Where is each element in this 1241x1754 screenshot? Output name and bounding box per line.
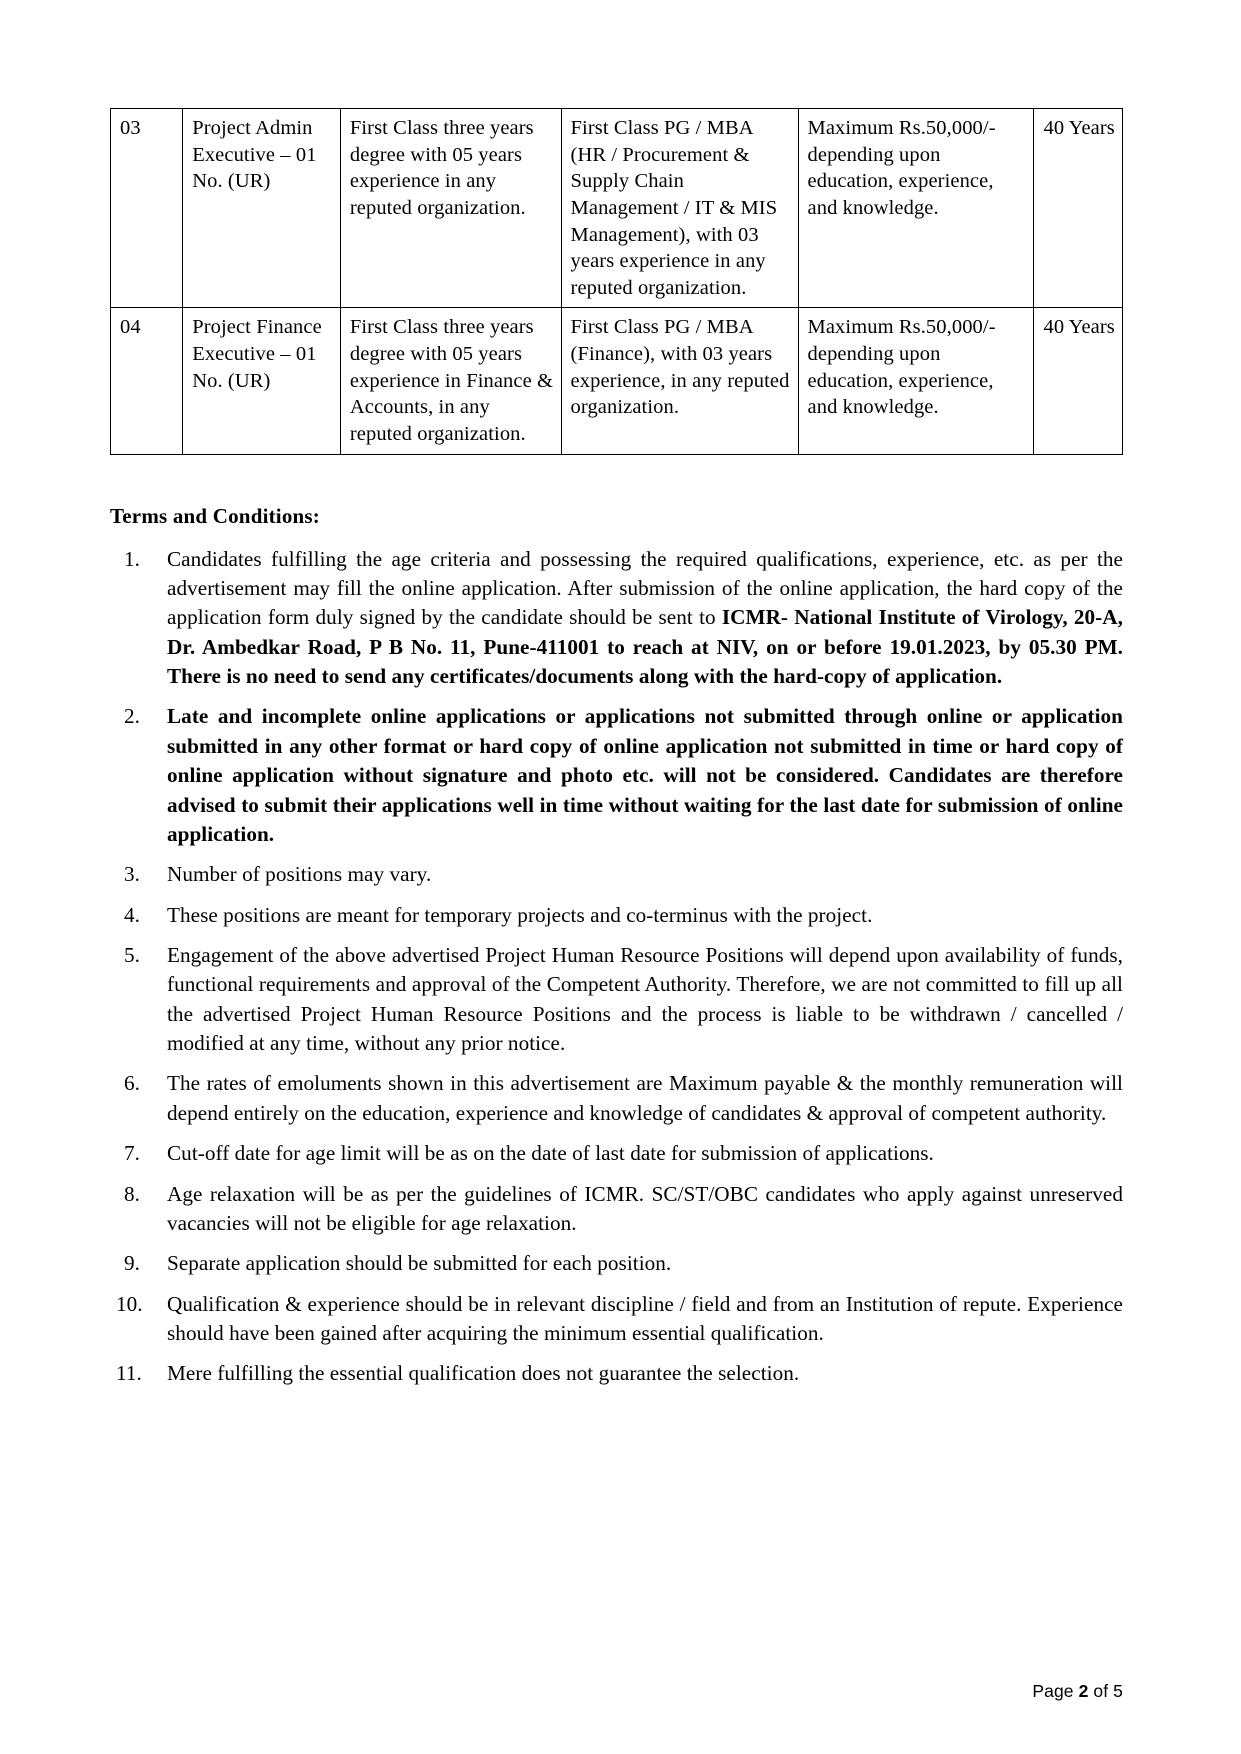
terms-item-8: Age relaxation will be as per the guidelines of ICMR. SC/ST/OBC candidates who apply against unreserved vacancies will not be eligible for age relaxation. [167,1181,1123,1235]
cell-essential: First Class three years degree with 05 years experience in any reputed organization. [340,109,561,308]
terms-list [110,545,1123,1389]
page-footer-prefix: Page [1032,1681,1079,1701]
cell-desirable: First Class PG / MBA (HR / Procurement & Supply Chain Management / IT & MIS Management), with 03 years experience in any reputed organization. [561,109,798,308]
page-footer-suffix: of 5 [1088,1681,1123,1701]
terms-item-9: Separate application should be submitted for each position. [167,1251,672,1276]
cell-desirable: First Class PG / MBA (Finance), with 03 years experience, in any reputed organization. [561,308,798,454]
terms-item-6: The rates of emoluments shown in this advertisement are Maximum payable & the monthly remuneration will depend entirely on the education, experience and knowledge of candidates & approval of competent authority. [167,1071,1123,1125]
cell-sr-no: 04 [111,308,183,454]
cell-age-limit: 40 Years [1034,109,1123,308]
cell-emoluments: Maximum Rs.50,000/- depending upon education, experience, and knowledge. [798,308,1034,454]
cell-age-limit: 40 Years [1034,308,1123,454]
terms-item-10: Qualification & experience should be in relevant discipline / field and from an Institution of repute. Experience should have been gained after acquiring the minimum essential qualification. [167,1291,1123,1345]
vacancy-table [110,108,1123,455]
terms-item-5: Engagement of the above advertised Project Human Resource Positions will depend upon availability of funds, functional requirements and approval of the Competent Authority. Therefore, we are not committed to fill up all the advertised Project Human Resource Positions and the process is liable to be withdrawn / cancelled / modified at any time, without any prior notice. [167,943,1123,1056]
terms-item-2: Late and incomplete online applications or applications not submitted through online or application submitted in any other format or hard copy of online application not submitted in time or hard copy of online application without signature and photo etc. will not be considered. Candidates are therefore advised to submit their applications well in time without waiting for the last date for submission of online application. [167,704,1123,846]
terms-item-11: Mere fulfilling the essential qualification does not guarantee the selection. [167,1361,800,1386]
cell-post: Project Finance Executive – 01 No. (UR) [183,308,341,454]
terms-item-3: Number of positions may vary. [167,862,432,887]
terms-item-1-normal: Candidates fulfilling the age criteria and possessing the required qualifications, experience, etc. as per the advertisement may fill the online application. After submission of the online application, the hard copy of the application form duly signed by the candidate should be sent to [167,546,1123,630]
cell-sr-no: 03 [111,109,183,308]
cell-essential: First Class three years degree with 05 years experience in Finance & Accounts, in any reputed organization. [340,308,561,454]
cell-post: Project Admin Executive – 01 No. (UR) [183,109,341,308]
table-row [111,308,1123,454]
terms-and-conditions-heading: Terms and Conditions: [110,503,320,528]
terms-item-7: Cut-off date for age limit will be as on the date of last date for submission of applications. [167,1141,934,1166]
table-row [111,109,1123,308]
page-footer [1032,1681,1123,1702]
cell-emoluments: Maximum Rs.50,000/- depending upon education, experience, and knowledge. [798,109,1034,308]
terms-item-1 [110,545,1123,692]
page-number: 2 [1078,1681,1089,1701]
terms-item-1-bold: ICMR- National Institute of Virology, 20-A, Dr. Ambedkar Road, P B No. 11, Pune-411001 to reach at NIV, on or before 19.01.2023, by 05.30 PM. There is no need to send any certificates/documents along with the hard-copy of application. [167,605,1123,689]
terms-item-4: These positions are meant for temporary projects and co-terminus with the project. [167,902,873,927]
